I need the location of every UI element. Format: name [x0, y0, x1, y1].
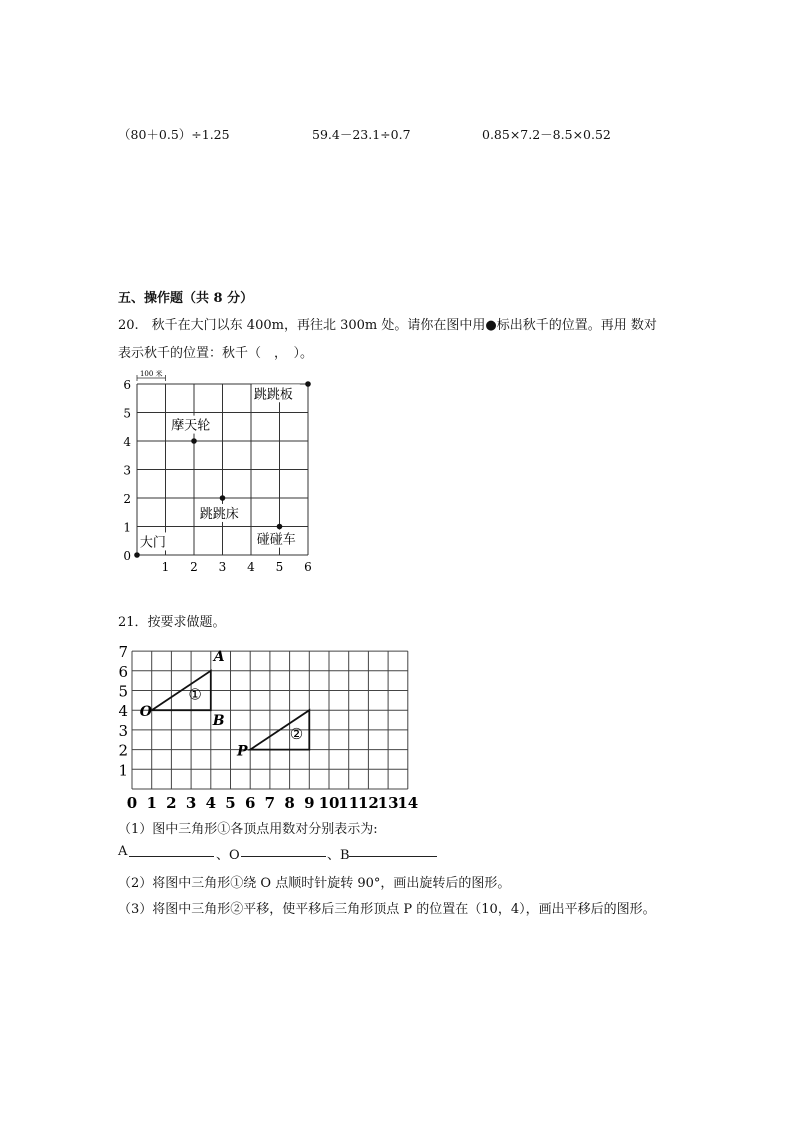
expression-1: （80＋0.5）÷1.25: [118, 127, 230, 142]
blank-a-label: A: [118, 844, 128, 859]
x-tick-label: 7: [264, 794, 276, 812]
y-tick-label: 5: [123, 406, 131, 421]
x-tick-label: 5: [275, 560, 284, 574]
q20-line2: 表示秋千的位置：秋千（ ， ）。: [118, 346, 314, 361]
q21-title: 21．按要求做题。: [118, 615, 226, 630]
place-dot: [220, 495, 226, 501]
q20-line1-post: 标出秋千的位置。再用 数对: [496, 318, 657, 333]
blank-o-label: 、O: [216, 848, 240, 863]
x-tick-label: 12: [357, 794, 379, 812]
x-tick-label: 13: [377, 794, 399, 812]
scale-label: 100 米: [139, 370, 163, 378]
vertex-label-b: B: [212, 712, 225, 729]
x-tick-label: 8: [284, 794, 295, 812]
place-label: 碰碰车: [256, 532, 296, 548]
q21-grid: [118, 643, 418, 812]
x-tick-label: 4: [205, 794, 217, 812]
place-dot: [134, 552, 140, 558]
y-tick-label: 6: [123, 378, 131, 392]
y-tick-label: 3: [118, 721, 128, 740]
y-tick-label: 6: [118, 662, 128, 681]
y-tick-label: 3: [123, 463, 131, 478]
expression-2: 59.4－23.1÷0.7: [312, 127, 411, 142]
place-dot: [191, 438, 197, 444]
x-tick-label: 2: [190, 560, 198, 574]
x-tick-label: 9: [304, 794, 315, 812]
triangle-2-label: ②: [289, 724, 304, 743]
y-tick-label: 5: [118, 682, 128, 701]
section-title: 五、操作题（共 8 分）: [118, 291, 254, 306]
x-tick-label: 3: [185, 794, 197, 812]
y-tick-label: 4: [118, 702, 128, 721]
x-tick-label: 11: [338, 794, 360, 812]
place-dot: [277, 524, 283, 530]
x-tick-label: 1: [161, 560, 170, 574]
vertex-label-a: A: [213, 648, 225, 665]
expression-3: 0.85×7.2－8.5×0.52: [482, 127, 611, 142]
y-tick-label: 1: [123, 520, 131, 535]
place-dot: [305, 381, 311, 387]
x-tick-label: 6: [304, 560, 312, 574]
x-tick-label: 0: [126, 794, 138, 812]
x-tick-label: 5: [225, 794, 236, 812]
x-tick-label: 2: [166, 794, 177, 812]
x-tick-label: 1: [146, 794, 157, 812]
blank-b-line[interactable]: [349, 856, 437, 857]
q20-line1: [118, 314, 657, 333]
blank-b-label: 、B: [327, 848, 350, 863]
x-tick-label: 3: [218, 560, 227, 574]
q21-sub2: （2）将图中三角形①绕 O 点顺时针旋转 90°，画出旋转后的图形。: [118, 876, 511, 891]
y-tick-label: 4: [123, 435, 131, 449]
place-label: 跳跳板: [253, 387, 293, 403]
blank-o-line[interactable]: [241, 856, 326, 857]
dot-symbol: ●: [485, 318, 497, 333]
x-tick-label: 14: [397, 794, 419, 812]
q20-grid-figure: [110, 365, 330, 580]
place-label: 摩天轮: [171, 418, 211, 434]
q20-grid: [123, 369, 311, 574]
y-tick-label: 1: [118, 761, 128, 780]
q21-sub3: （3）将图中三角形②平移，使平移后三角形顶点 P 的位置在（10，4），画出平移后的图形。: [118, 902, 656, 917]
x-tick-label: 6: [244, 794, 256, 812]
q21-sub1: （1）图中三角形①各顶点用数对分别表示为:: [118, 822, 378, 837]
x-tick-label: 10: [318, 794, 340, 812]
place-label: 跳跳床: [199, 506, 239, 522]
triangle-1-label: ①: [188, 685, 202, 704]
place-label: 大门: [139, 535, 166, 551]
q21-grid-figure: [112, 628, 422, 813]
y-tick-label: 2: [123, 492, 131, 506]
y-tick-label: 2: [118, 741, 128, 760]
vertex-label-o: O: [139, 704, 152, 721]
y-tick-label: 7: [118, 643, 128, 662]
blank-a-line[interactable]: [129, 856, 214, 857]
vertex-label-p: P: [237, 743, 248, 760]
q20-line1-pre: 20. 秋千在大门以东 400m，再往北 300m 处。请你在图中用: [118, 318, 486, 333]
y-tick-label: 0: [123, 549, 131, 563]
x-tick-label: 4: [247, 560, 255, 574]
